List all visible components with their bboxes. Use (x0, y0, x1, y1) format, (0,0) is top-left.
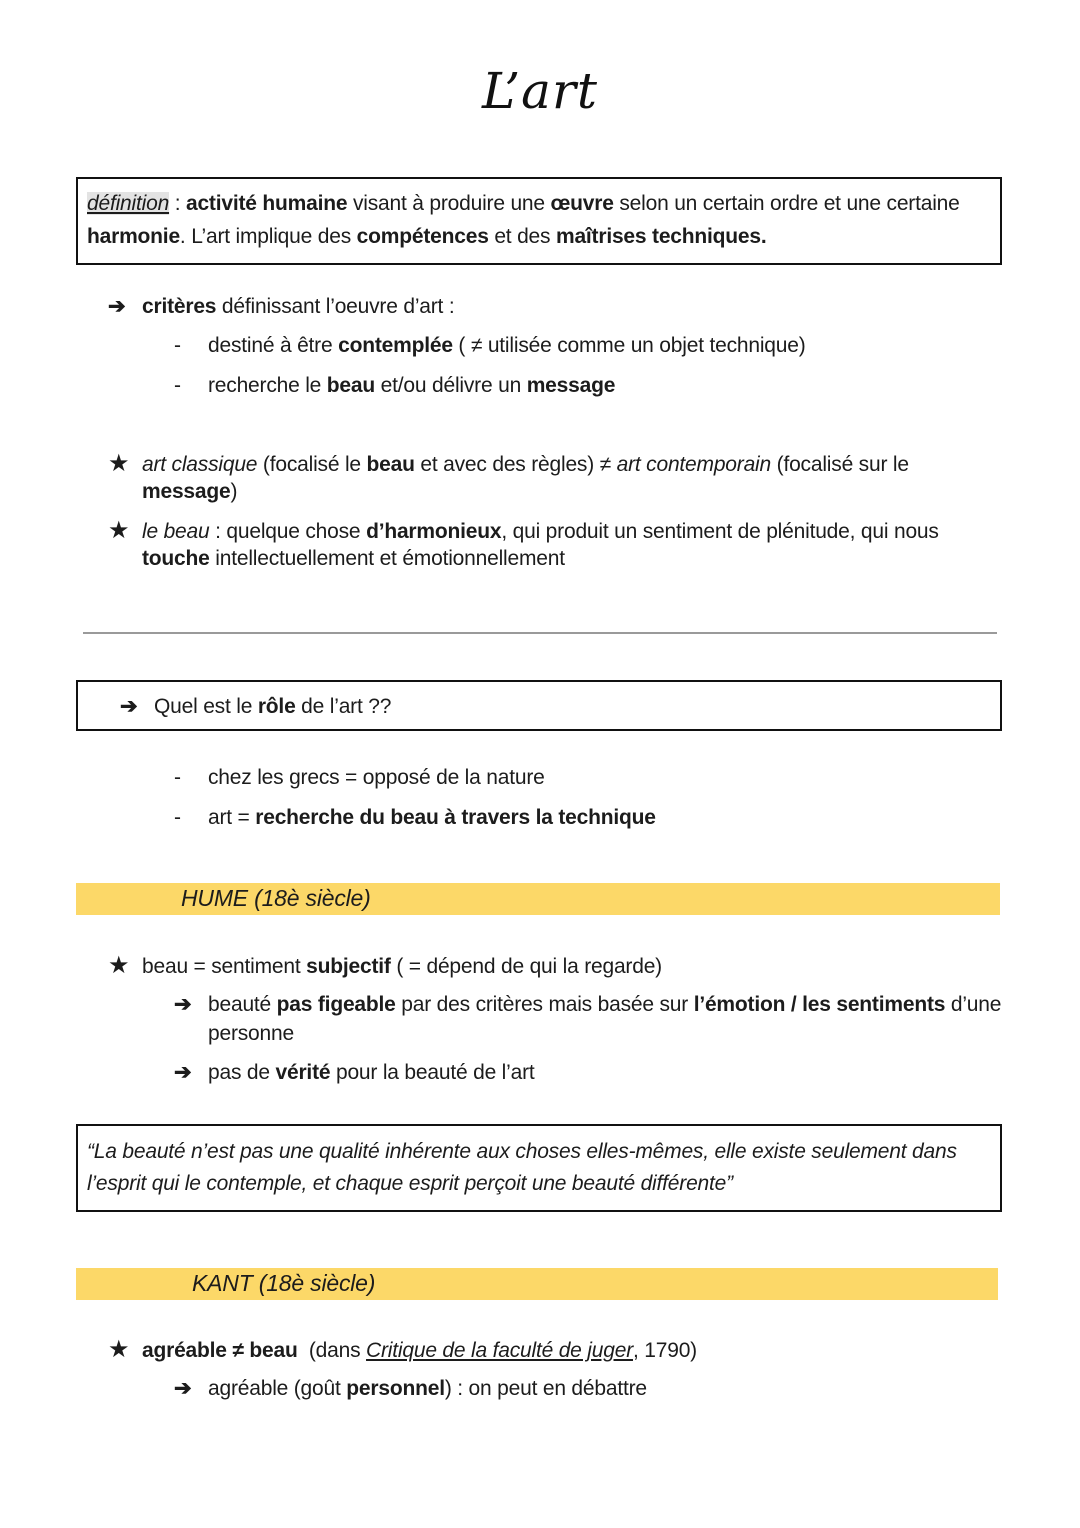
criteria-heading: ➔ critères définissant l’oeuvre d’art : (108, 293, 454, 321)
role-item-1: - chez les grecs = opposé de la nature (174, 764, 545, 792)
definition-label: définition (87, 192, 170, 215)
star-icon: ★ (108, 450, 130, 477)
star-icon: ★ (108, 952, 130, 979)
kant-heading: KANT (18è siècle) (192, 1270, 376, 1296)
arrow-icon: ➔ (174, 1061, 192, 1084)
star-icon: ★ (108, 1336, 130, 1363)
criteria-item-2: - recherche le beau et/ou délivre un message (174, 372, 615, 400)
book-title: Critique de la faculté de juger (366, 1339, 633, 1362)
role-item-2: - art = recherche du beau à travers la technique (174, 804, 656, 832)
dash-bullet: - (174, 334, 181, 357)
definition-box (76, 177, 1002, 265)
criteria-item-1: - destiné à être contemplée ( ≠ utilisée comme un objet technique) (174, 332, 806, 360)
kant-section-header (76, 1268, 998, 1300)
le-beau-line-1: ★ le beau : quelque chose d’harmonieux, qui produit un sentiment de plénitude, qui nous (108, 517, 939, 544)
hume-quote-box (76, 1124, 1002, 1212)
page-title: L’art (482, 62, 598, 120)
hume-arrow-1-line-2: personne (208, 1022, 294, 1045)
definition-line-2: harmonie. L’art implique des compétences et des maîtrises techniques. (87, 225, 767, 248)
hume-arrow-2: ➔ pas de vérité pour la beauté de l’art (174, 1059, 535, 1087)
arrow-icon: ➔ (108, 295, 126, 318)
role-question-box (76, 680, 1002, 731)
kant-star-line: ★ agréable ≠ beau (dans Critique de la faculté de juger, 1790) (108, 1336, 697, 1363)
kant-arrow-1: ➔ agréable (goût personnel) : on peut en débattre (174, 1375, 647, 1403)
hume-section-header (76, 883, 1000, 915)
star-icon: ★ (108, 517, 130, 544)
arrow-icon: ➔ (120, 695, 138, 718)
hume-quote-line-2: l’esprit qui le contemple, et chaque esprit perçoit une beauté différente” (87, 1172, 733, 1195)
dash-bullet: - (174, 766, 181, 789)
le-beau-line-2: touche intellectuellement et émotionnellement (142, 547, 565, 570)
classic-vs-contemporary-line-2: message) (142, 480, 238, 503)
hume-heading: HUME (18è siècle) (181, 885, 371, 911)
definition-line-1: définition : activité humaine visant à produire une œuvre selon un certain ordre et une certaine (87, 192, 960, 215)
arrow-icon: ➔ (174, 993, 192, 1016)
section-divider (83, 632, 997, 634)
dash-bullet: - (174, 806, 181, 829)
arrow-icon: ➔ (174, 1377, 192, 1400)
hume-arrow-1-line-1: ➔ beauté pas figeable par des critères mais basée sur l’émotion / les sentiments d’une (174, 991, 1001, 1019)
role-question: ➔ Quel est le rôle de l’art ?? (120, 693, 391, 721)
dash-bullet: - (174, 374, 181, 397)
hume-star-line: ★ beau = sentiment subjectif ( = dépend de qui la regarde) (108, 952, 662, 979)
hume-quote-line-1: “La beauté n’est pas une qualité inhérente aux choses elles-mêmes, elle existe seulement dans (87, 1140, 957, 1163)
classic-vs-contemporary-line-1: ★ art classique (focalisé le beau et avec des règles) ≠ art contemporain (focalisé sur le (108, 450, 909, 477)
